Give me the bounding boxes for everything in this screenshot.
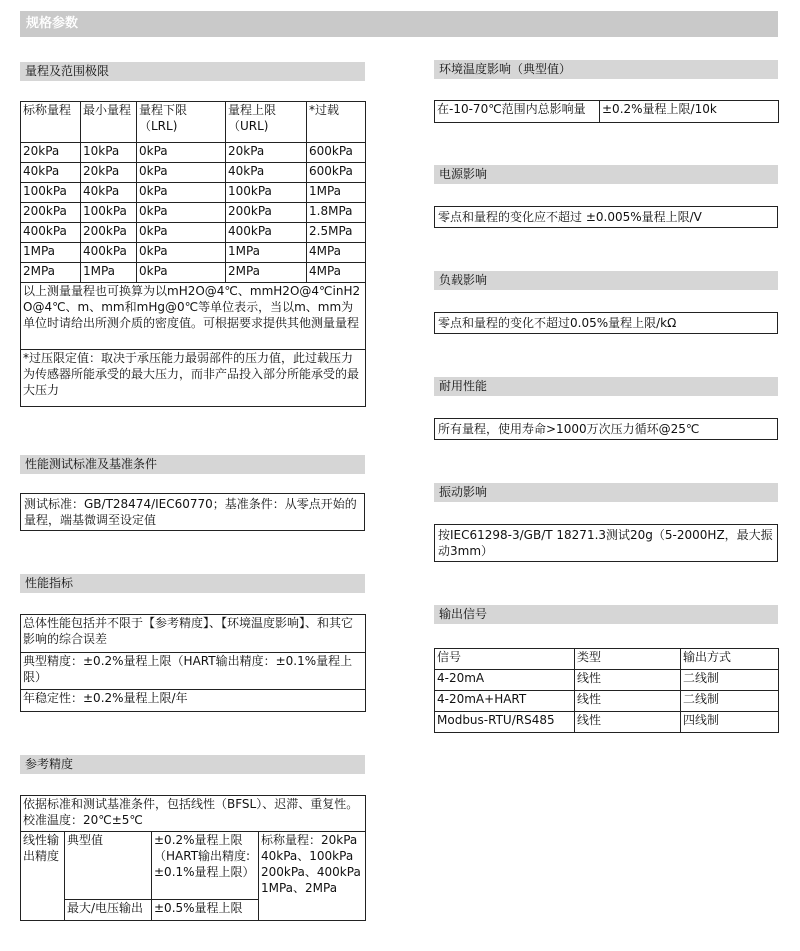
table-row bbox=[21, 690, 366, 712]
range-header-row bbox=[21, 102, 366, 143]
typical-label: 典型值 bbox=[65, 832, 152, 900]
table-cell: 600kPa bbox=[307, 143, 366, 163]
table-row bbox=[435, 712, 779, 733]
table-cell: 1MPa bbox=[226, 243, 307, 263]
linear-output-label: 线性输出精度 bbox=[21, 832, 65, 921]
perf-table bbox=[20, 614, 366, 712]
table-cell: 10kPa bbox=[81, 143, 137, 163]
table-cell: 线性 bbox=[575, 670, 681, 691]
table-row bbox=[21, 263, 366, 283]
table-cell: 1MPa bbox=[81, 263, 137, 283]
table-cell: 400kPa bbox=[226, 223, 307, 243]
table-cell: Modbus-RTU/RS485 bbox=[435, 712, 575, 733]
output-header-cell: 输出方式 bbox=[681, 649, 779, 670]
table-cell: 100kPa bbox=[226, 183, 307, 203]
perf-section-title: 性能指标 bbox=[20, 574, 365, 593]
range-header-cell: *过载 bbox=[307, 102, 366, 143]
table-row bbox=[21, 223, 366, 243]
table-cell: 20kPa bbox=[81, 163, 137, 183]
table-cell: 100kPa bbox=[21, 183, 81, 203]
table-row bbox=[21, 203, 366, 223]
load-effect-text: 零点和量程的变化不超过0.05%量程上限/kΩ bbox=[434, 312, 778, 334]
table-cell: 二线制 bbox=[681, 691, 779, 712]
ambient-label: 在-10-70℃范围内总影响量 bbox=[435, 101, 600, 123]
table-row bbox=[435, 101, 779, 123]
table-cell: 4MPa bbox=[307, 263, 366, 283]
table-cell: 400kPa bbox=[21, 223, 81, 243]
table-cell: 二线制 bbox=[681, 670, 779, 691]
output-section-title: 输出信号 bbox=[434, 605, 778, 624]
table-cell: 0kPa bbox=[137, 263, 226, 283]
table-cell: 四线制 bbox=[681, 712, 779, 733]
table-cell: 4MPa bbox=[307, 243, 366, 263]
output-signal-table bbox=[434, 648, 779, 733]
ref-intro: 依据标准和测试基准条件，包括线性（BFSL）、迟滞、重复性。校准温度：20℃±5℃ bbox=[21, 796, 366, 832]
range-header-cell: 最小量程 bbox=[81, 102, 137, 143]
vibration-section-title: 振动影响 bbox=[434, 483, 778, 502]
range-header-cell: 标称量程 bbox=[21, 102, 81, 143]
table-cell: 200kPa bbox=[226, 203, 307, 223]
table-cell: 400kPa bbox=[81, 243, 137, 263]
table-cell: 0kPa bbox=[137, 223, 226, 243]
table-row bbox=[21, 143, 366, 163]
table-cell: 0kPa bbox=[137, 203, 226, 223]
table-cell: 200kPa bbox=[81, 223, 137, 243]
nominal-ranges: 标称量程：20kPa 40kPa、100kPa 200kPa、400kPa 1MPa、2MPa bbox=[259, 832, 366, 921]
table-cell: 0kPa bbox=[137, 163, 226, 183]
table-cell: 0kPa bbox=[137, 183, 226, 203]
range-table bbox=[20, 101, 366, 407]
table-row bbox=[21, 796, 366, 832]
max-voltage-value: ±0.5%量程上限 bbox=[152, 900, 259, 921]
ambient-table bbox=[434, 100, 779, 123]
table-cell: 100kPa bbox=[81, 203, 137, 223]
typical-value: ±0.2%量程上限（HART输出精度:±0.1%量程上限） bbox=[152, 832, 259, 900]
table-row bbox=[21, 832, 366, 900]
table-cell: 600kPa bbox=[307, 163, 366, 183]
table-cell: 4-20mA bbox=[435, 670, 575, 691]
typical-accuracy: 典型精度：±0.2%量程上限（HART输出精度：±0.1%量程上限） bbox=[21, 653, 366, 690]
test-standard-text: 测试标准：GB/T28474/IEC60770；基准条件：从零点开始的量程，端基微调至设定值 bbox=[20, 493, 365, 531]
table-cell: 1.8MPa bbox=[307, 203, 366, 223]
table-cell: 40kPa bbox=[21, 163, 81, 183]
table-cell: 0kPa bbox=[137, 143, 226, 163]
range-header-cell: 量程下限 （LRL) bbox=[137, 102, 226, 143]
range-header-cell: 量程上限 （URL) bbox=[226, 102, 307, 143]
ref-accuracy-table bbox=[20, 795, 366, 921]
max-voltage-label: 最大/电压输出 bbox=[65, 900, 152, 921]
spec-title: 规格参数 bbox=[20, 11, 778, 37]
ambient-value: ±0.2%量程上限/10k bbox=[600, 101, 779, 123]
ambient-section-title: 环境温度影响（典型值） bbox=[434, 60, 778, 79]
overload-note: *过压限定值：取决于承压能力最弱部件的压力值，此过载压力为传感器所能承受的最大压力，而非产品投入部分所能承受的最大压力 bbox=[21, 350, 366, 407]
annual-stability: 年稳定性：±0.2%量程上限/年 bbox=[21, 690, 366, 712]
range-note-row bbox=[21, 283, 366, 350]
table-cell: 40kPa bbox=[81, 183, 137, 203]
table-row bbox=[435, 670, 779, 691]
table-row bbox=[21, 653, 366, 690]
output-header-cell: 信号 bbox=[435, 649, 575, 670]
table-cell: 线性 bbox=[575, 691, 681, 712]
table-cell: 20kPa bbox=[226, 143, 307, 163]
table-row bbox=[21, 183, 366, 203]
vibration-text: 按IEC61298-3/GB/T 18271.3测试20g（5-2000HZ，最大振动3mm） bbox=[434, 524, 778, 562]
table-row bbox=[435, 691, 779, 712]
overload-note-row bbox=[21, 350, 366, 407]
table-cell: 2.5MPa bbox=[307, 223, 366, 243]
table-cell: 2MPa bbox=[21, 263, 81, 283]
output-header-cell: 类型 bbox=[575, 649, 681, 670]
table-cell: 1MPa bbox=[21, 243, 81, 263]
table-row bbox=[21, 615, 366, 653]
range-note: 以上测量量程也可换算为以mH2O@4℃、mmH2O@4℃inH2O@4℃、m、mm和mHg@0℃等单位表示，当以m、mm为单位时请给出所测介质的密度值。可根据要求提供其他测量量程 bbox=[21, 283, 366, 350]
power-effect-text: 零点和量程的变化应不超过 ±0.005%量程上限/V bbox=[434, 206, 778, 228]
std-section-title: 性能测试标准及基准条件 bbox=[20, 455, 365, 474]
ref-section-title: 参考精度 bbox=[20, 755, 365, 774]
durability-text: 所有量程，使用寿命>1000万次压力循环@25℃ bbox=[434, 418, 778, 440]
table-cell: 线性 bbox=[575, 712, 681, 733]
overall-performance: 总体性能包括并不限于【参考精度】、【环境温度影响】、和其它影响的综合误差 bbox=[21, 615, 366, 653]
durability-section-title: 耐用性能 bbox=[434, 377, 778, 396]
table-cell: 20kPa bbox=[21, 143, 81, 163]
power-section-title: 电源影响 bbox=[434, 165, 778, 184]
table-cell: 2MPa bbox=[226, 263, 307, 283]
output-header-row bbox=[435, 649, 779, 670]
table-row bbox=[21, 243, 366, 263]
table-cell: 0kPa bbox=[137, 243, 226, 263]
table-cell: 200kPa bbox=[21, 203, 81, 223]
table-cell: 4-20mA+HART bbox=[435, 691, 575, 712]
table-row bbox=[21, 163, 366, 183]
table-cell: 40kPa bbox=[226, 163, 307, 183]
range-section-title: 量程及范围极限 bbox=[20, 62, 365, 81]
table-cell: 1MPa bbox=[307, 183, 366, 203]
load-section-title: 负载影响 bbox=[434, 271, 778, 290]
